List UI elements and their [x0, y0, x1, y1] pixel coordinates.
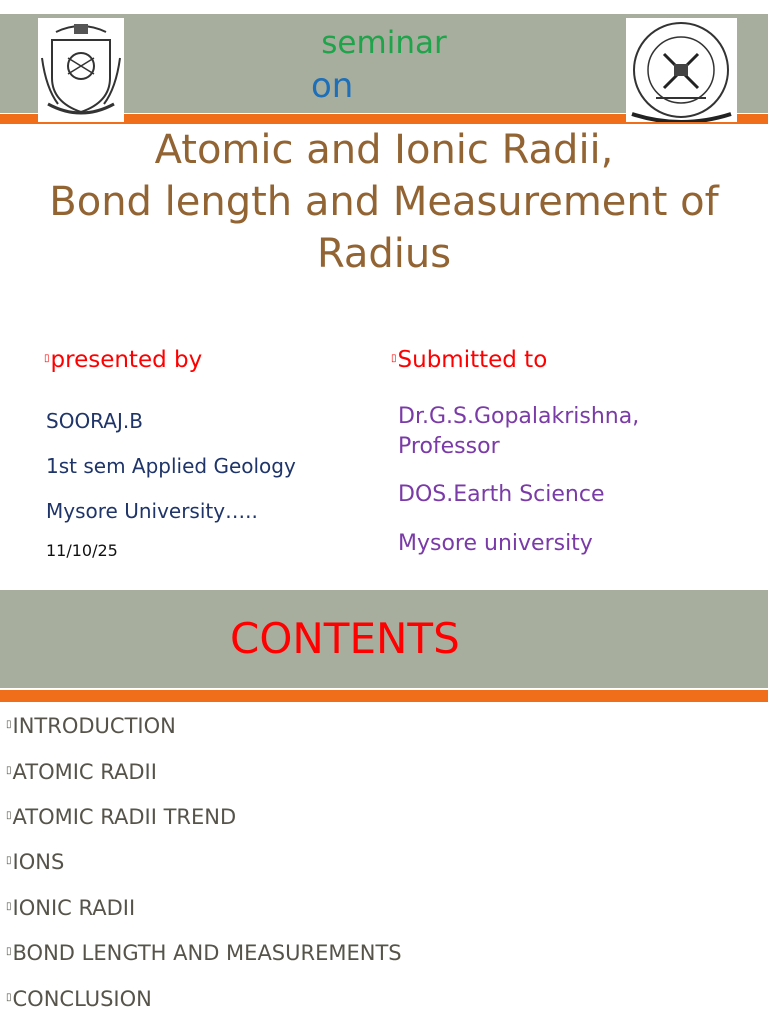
bullet-icon: ▯ [6, 810, 12, 821]
submitted-to-name: Dr.G.S.Gopalakrishna, [398, 404, 640, 429]
presented-by-heading: ▯presented by [44, 347, 203, 373]
contents-item: ▯CONCLUSION [6, 987, 152, 1011]
bullet-icon: ▯ [391, 353, 397, 364]
presenter-course: 1st sem Applied Geology [46, 454, 296, 478]
bullet-icon: ▯ [6, 992, 12, 1003]
bullet-icon: ▯ [6, 719, 12, 730]
contents-heading: CONTENTS [230, 614, 460, 663]
bullet-icon: ▯ [6, 765, 12, 776]
header-line-seminar: seminar [321, 25, 447, 61]
header-line-on: on [311, 66, 354, 106]
submitted-to-title: Professor [398, 434, 500, 459]
slide-date: 11/10/25 [46, 541, 118, 560]
presenter-name: SOORAJ.B [46, 409, 143, 433]
submitted-to-heading: ▯Submitted to [391, 347, 548, 373]
contents-item: ▯ATOMIC RADII TREND [6, 805, 237, 829]
bullet-icon: ▯ [6, 901, 12, 912]
contents-orange-rule [0, 690, 768, 702]
contents-item: ▯ATOMIC RADII [6, 760, 157, 784]
slide-title-line-2: Bond length and Measurement of [49, 179, 719, 225]
contents-item: ▯INTRODUCTION [6, 714, 176, 738]
bullet-icon: ▯ [6, 855, 12, 866]
slide-title-line-1: Atomic and Ionic Radii, [154, 127, 614, 173]
bullet-icon: ▯ [44, 353, 50, 364]
contents-item: ▯IONS [6, 850, 65, 874]
submitted-to-department: DOS.Earth Science [398, 482, 605, 507]
slide-title-line-3: Radius [316, 231, 452, 277]
contents-item: ▯BOND LENGTH AND MEASUREMENTS [6, 941, 402, 965]
bullet-icon: ▯ [6, 946, 12, 957]
contents-item: ▯IONIC RADII [6, 896, 136, 920]
submitted-to-university: Mysore university [398, 531, 593, 556]
presenter-university: Mysore University….. [46, 499, 258, 523]
